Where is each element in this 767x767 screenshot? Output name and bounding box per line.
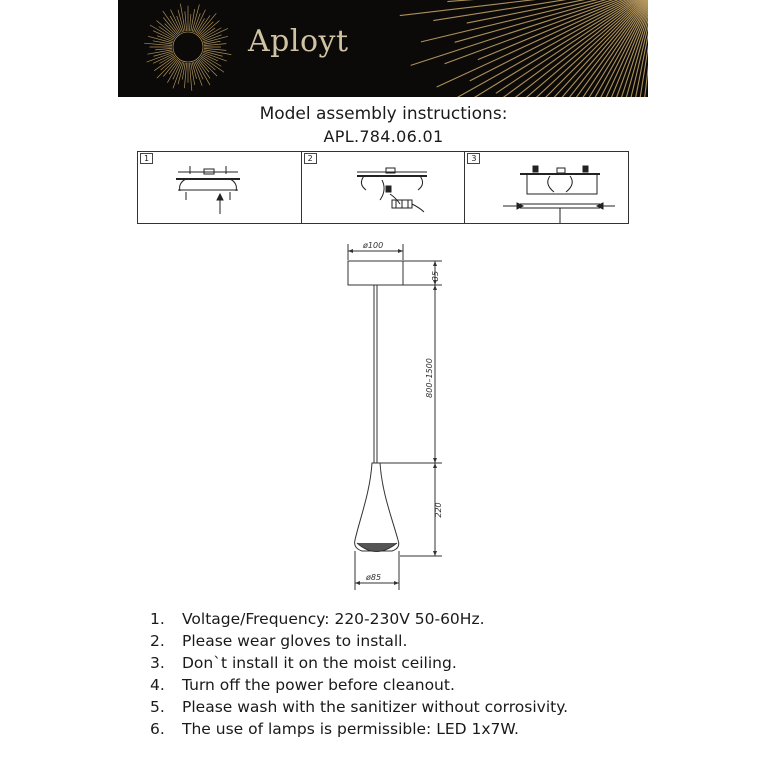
- list-text: The use of lamps is permissible: LED 1x7W.: [182, 720, 519, 738]
- brand-name: Aployt: [248, 24, 349, 59]
- canopy-diameter-label: ø100: [363, 241, 384, 250]
- list-item: [150, 696, 568, 718]
- list-item: [150, 608, 568, 630]
- list-item: [150, 652, 568, 674]
- model-number: APL.784.06.01: [323, 127, 444, 146]
- sunburst-logo-graphic: [118, 0, 648, 97]
- list-number: 4.: [150, 676, 165, 694]
- list-text: Turn off the power before cleanout.: [182, 676, 455, 694]
- step-panel-1: [138, 152, 302, 223]
- step-number: 2: [304, 153, 317, 164]
- wiring-illustration: [302, 152, 466, 223]
- list-text: Please wash with the sanitizer without corrosivity.: [182, 698, 569, 716]
- step-number: 1: [140, 153, 153, 164]
- list-number: 5.: [150, 698, 165, 716]
- mounting-bracket-illustration: [138, 152, 280, 223]
- step-panel-3: [465, 152, 628, 223]
- list-text: Don`t install it on the moist ceiling.: [182, 654, 457, 672]
- cable-length-label: 800–1500: [425, 358, 434, 398]
- list-item: [150, 718, 568, 740]
- assembly-steps: [137, 151, 629, 224]
- brand-banner: [118, 0, 648, 97]
- canopy: [348, 261, 403, 285]
- list-number: 1.: [150, 610, 165, 628]
- list-item: [150, 674, 568, 696]
- canopy-fixing-illustration: [465, 152, 629, 223]
- safety-notes-list: [150, 608, 568, 740]
- step-panel-2: [302, 152, 466, 223]
- pendant-lamp-dimension-drawing: [300, 238, 460, 594]
- list-number: 6.: [150, 720, 165, 738]
- list-number: 2.: [150, 632, 165, 650]
- list-text: Voltage/Frequency: 220-230V 50-60Hz.: [182, 610, 485, 628]
- step-number: 3: [467, 153, 480, 164]
- document-title: Model assembly instructions:: [259, 104, 508, 124]
- list-text: Please wear gloves to install.: [182, 632, 408, 650]
- list-item: [150, 630, 568, 652]
- shade-height-label: 220: [434, 502, 443, 518]
- shade-diameter-label: ø85: [366, 573, 382, 582]
- list-number: 3.: [150, 654, 165, 672]
- canopy-height-label: 35: [431, 270, 440, 282]
- lamp-shade: [355, 463, 399, 551]
